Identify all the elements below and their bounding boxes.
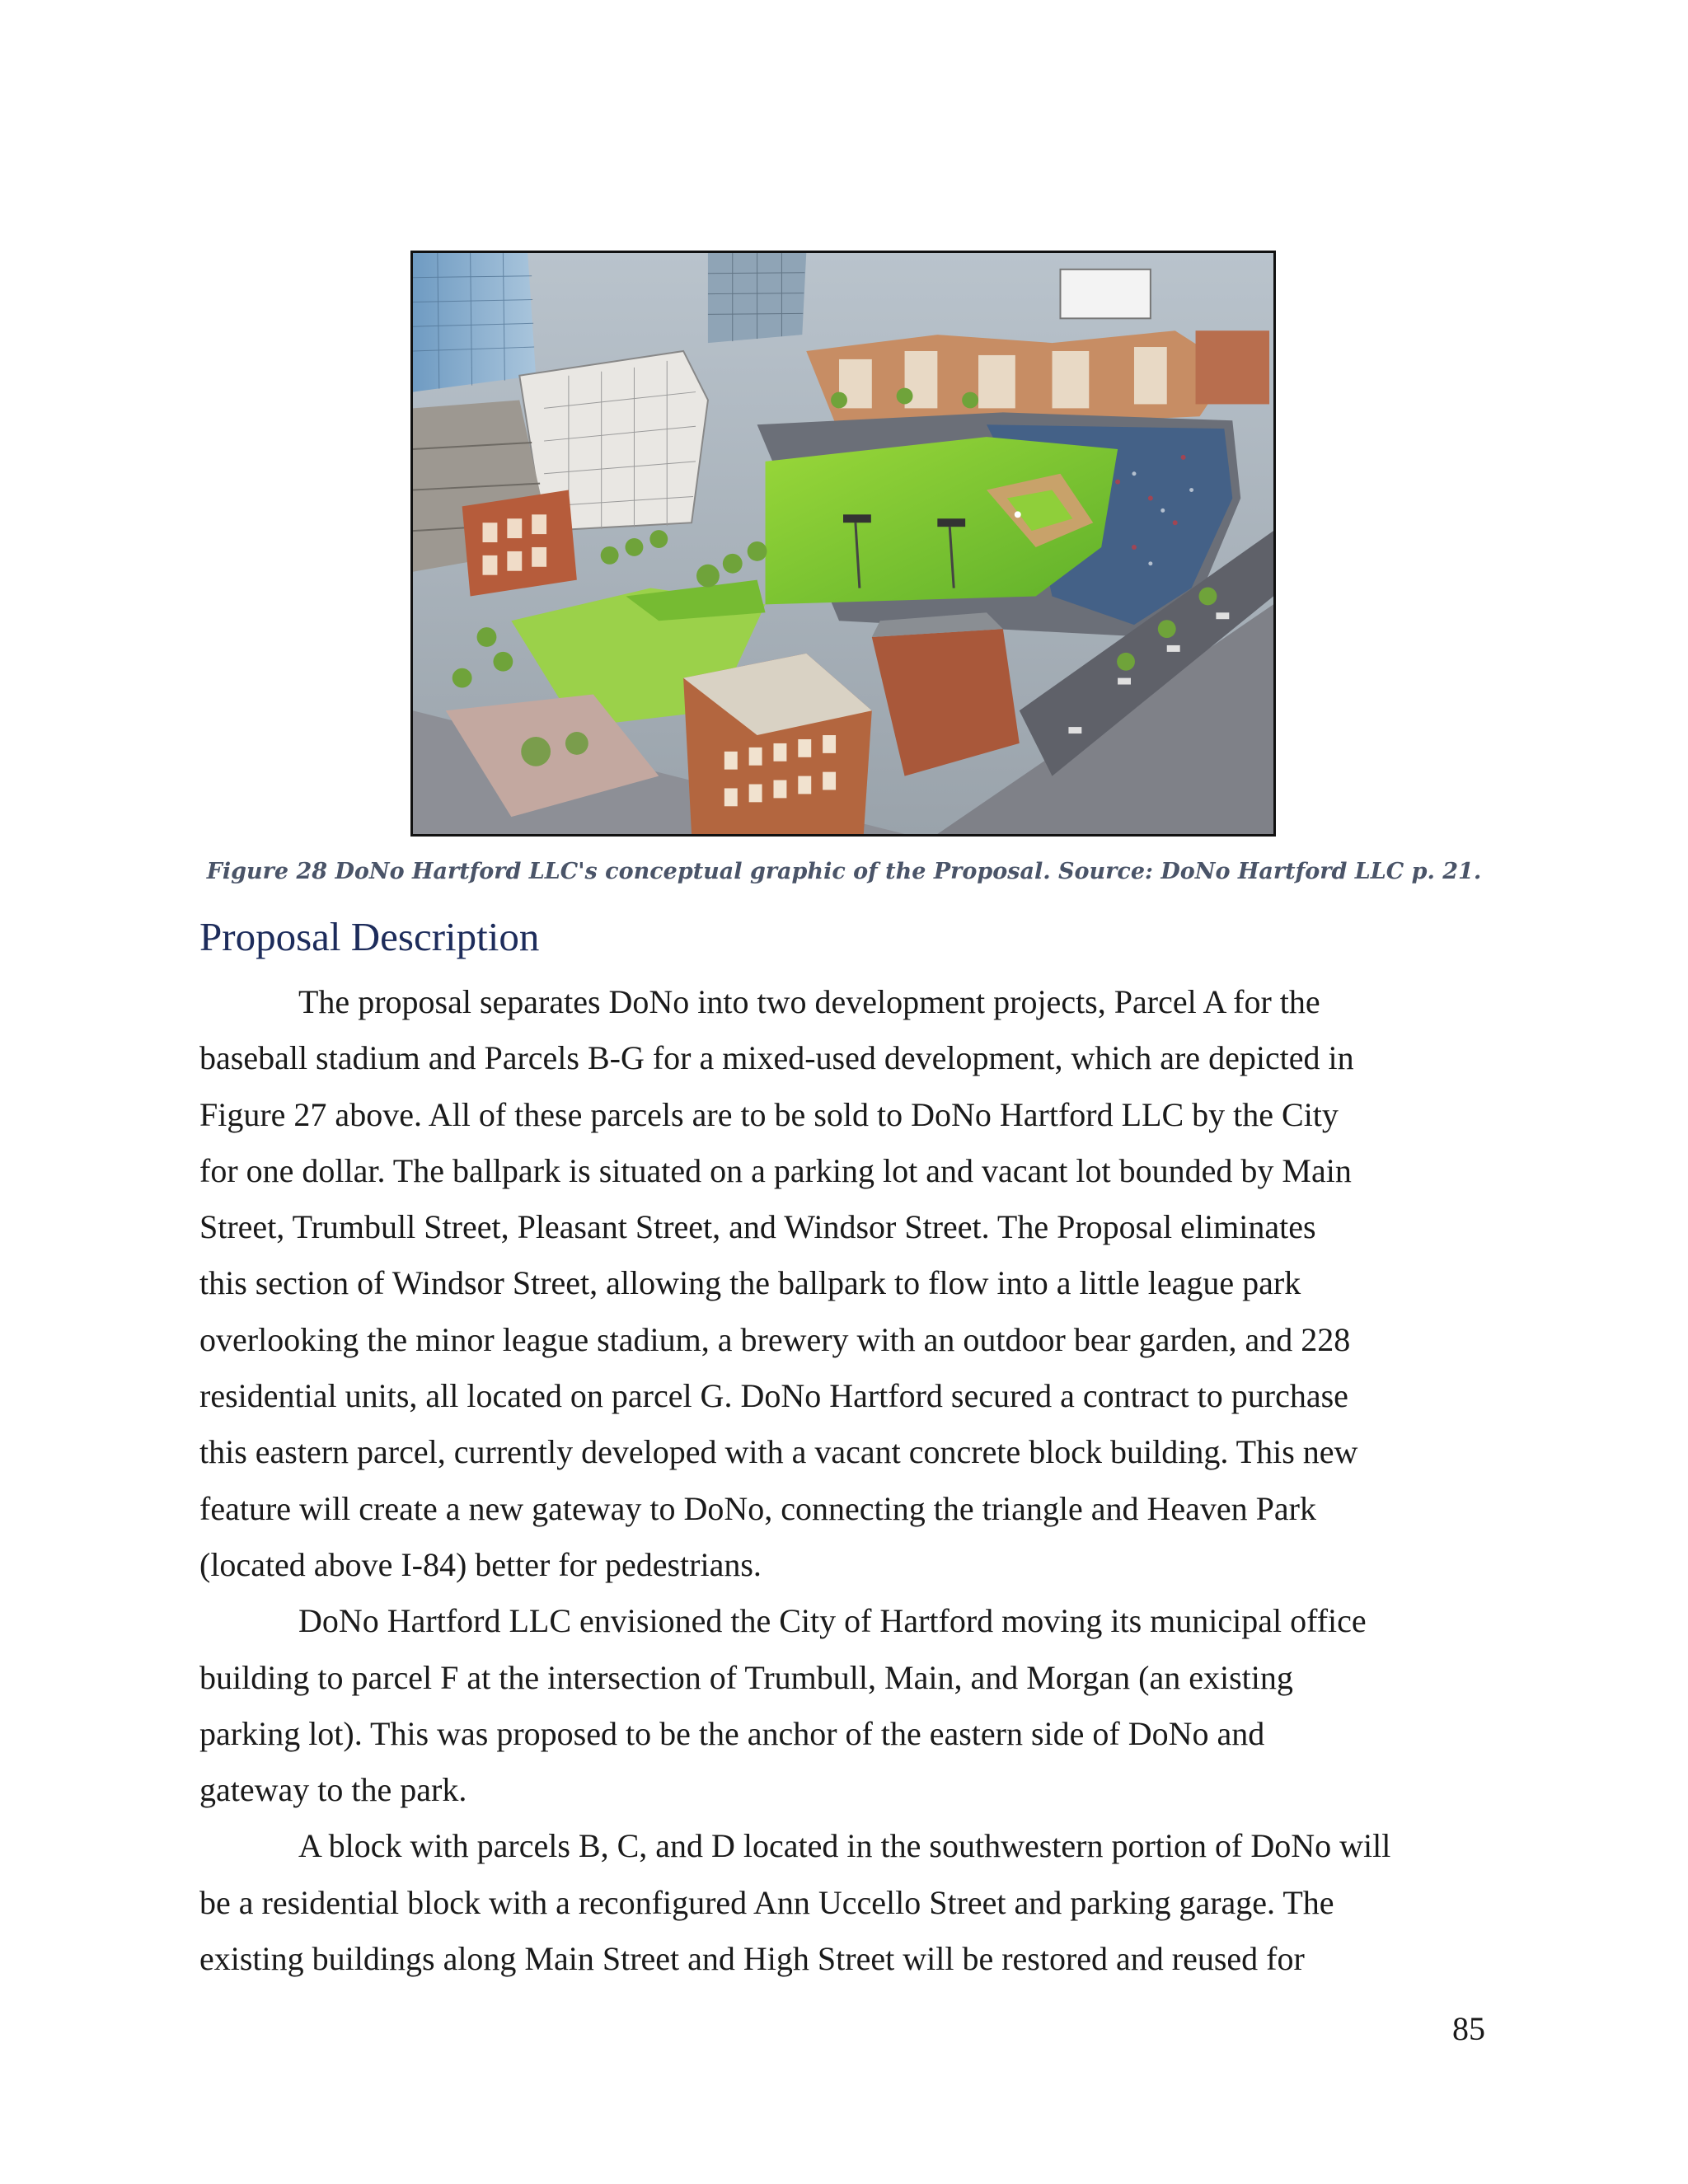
paragraph-line: building to parcel F at the intersection of Trumbull, Main, and Morgan (an existing bbox=[199, 1658, 1293, 1696]
paragraph-line: baseball stadium and Parcels B-G for a mixed-used development, which are depicted in bbox=[199, 1039, 1354, 1077]
paragraph-line: existing buildings along Main Street and High Street will be restored and reused for bbox=[199, 1940, 1305, 1978]
paragraph-line: feature will create a new gateway to DoNo, connecting the triangle and Heaven Park bbox=[199, 1489, 1316, 1527]
paragraph-line: residential units, all located on parcel G. DoNo Hartford secured a contract to purchase bbox=[199, 1377, 1348, 1415]
paragraph-line: parking lot). This was proposed to be the anchor of the eastern side of DoNo and bbox=[199, 1714, 1265, 1752]
page-number: 85 bbox=[1452, 2010, 1485, 2047]
stadium-rendering-image bbox=[413, 253, 1273, 834]
paragraph-line: DoNo Hartford LLC envisioned the City of Hartford moving its municipal office bbox=[298, 1602, 1367, 1640]
figure-caption: Figure 28 DoNo Hartford LLC's conceptual graphic of the Proposal. Source: DoNo Hartford LLC p. 21. bbox=[206, 859, 1482, 884]
paragraph-line: this section of Windsor Street, allowing the ballpark to flow into a little league park bbox=[199, 1264, 1301, 1302]
paragraph-line: this eastern parcel, currently developed with a vacant concrete block building. This new bbox=[199, 1433, 1358, 1471]
body-text bbox=[199, 974, 1502, 1987]
paragraph-line: be a residential block with a reconfigured Ann Uccello Street and parking garage. The bbox=[199, 1883, 1334, 1921]
paragraph-line: (located above I-84) better for pedestrians. bbox=[199, 1545, 762, 1583]
paragraph-line: gateway to the park. bbox=[199, 1771, 467, 1809]
paragraph-line: for one dollar. The ballpark is situated on a parking lot and vacant lot bounded by Main bbox=[199, 1151, 1352, 1189]
paragraph-line: Figure 27 above. All of these parcels are to be sold to DoNo Hartford LLC by the City bbox=[199, 1095, 1339, 1133]
section-heading: Proposal Description bbox=[199, 914, 540, 959]
stadium-rendering-figure bbox=[410, 251, 1276, 837]
paragraph-line: overlooking the minor league stadium, a brewery with an outdoor bear garden, and 228 bbox=[199, 1320, 1351, 1358]
paragraph-line: A block with parcels B, C, and D located in the southwestern portion of DoNo will bbox=[298, 1827, 1391, 1865]
paragraph-line: Street, Trumbull Street, Pleasant Street, and Windsor Street. The Proposal eliminates bbox=[199, 1208, 1316, 1246]
paragraph-line: The proposal separates DoNo into two development projects, Parcel A for the bbox=[298, 983, 1320, 1020]
